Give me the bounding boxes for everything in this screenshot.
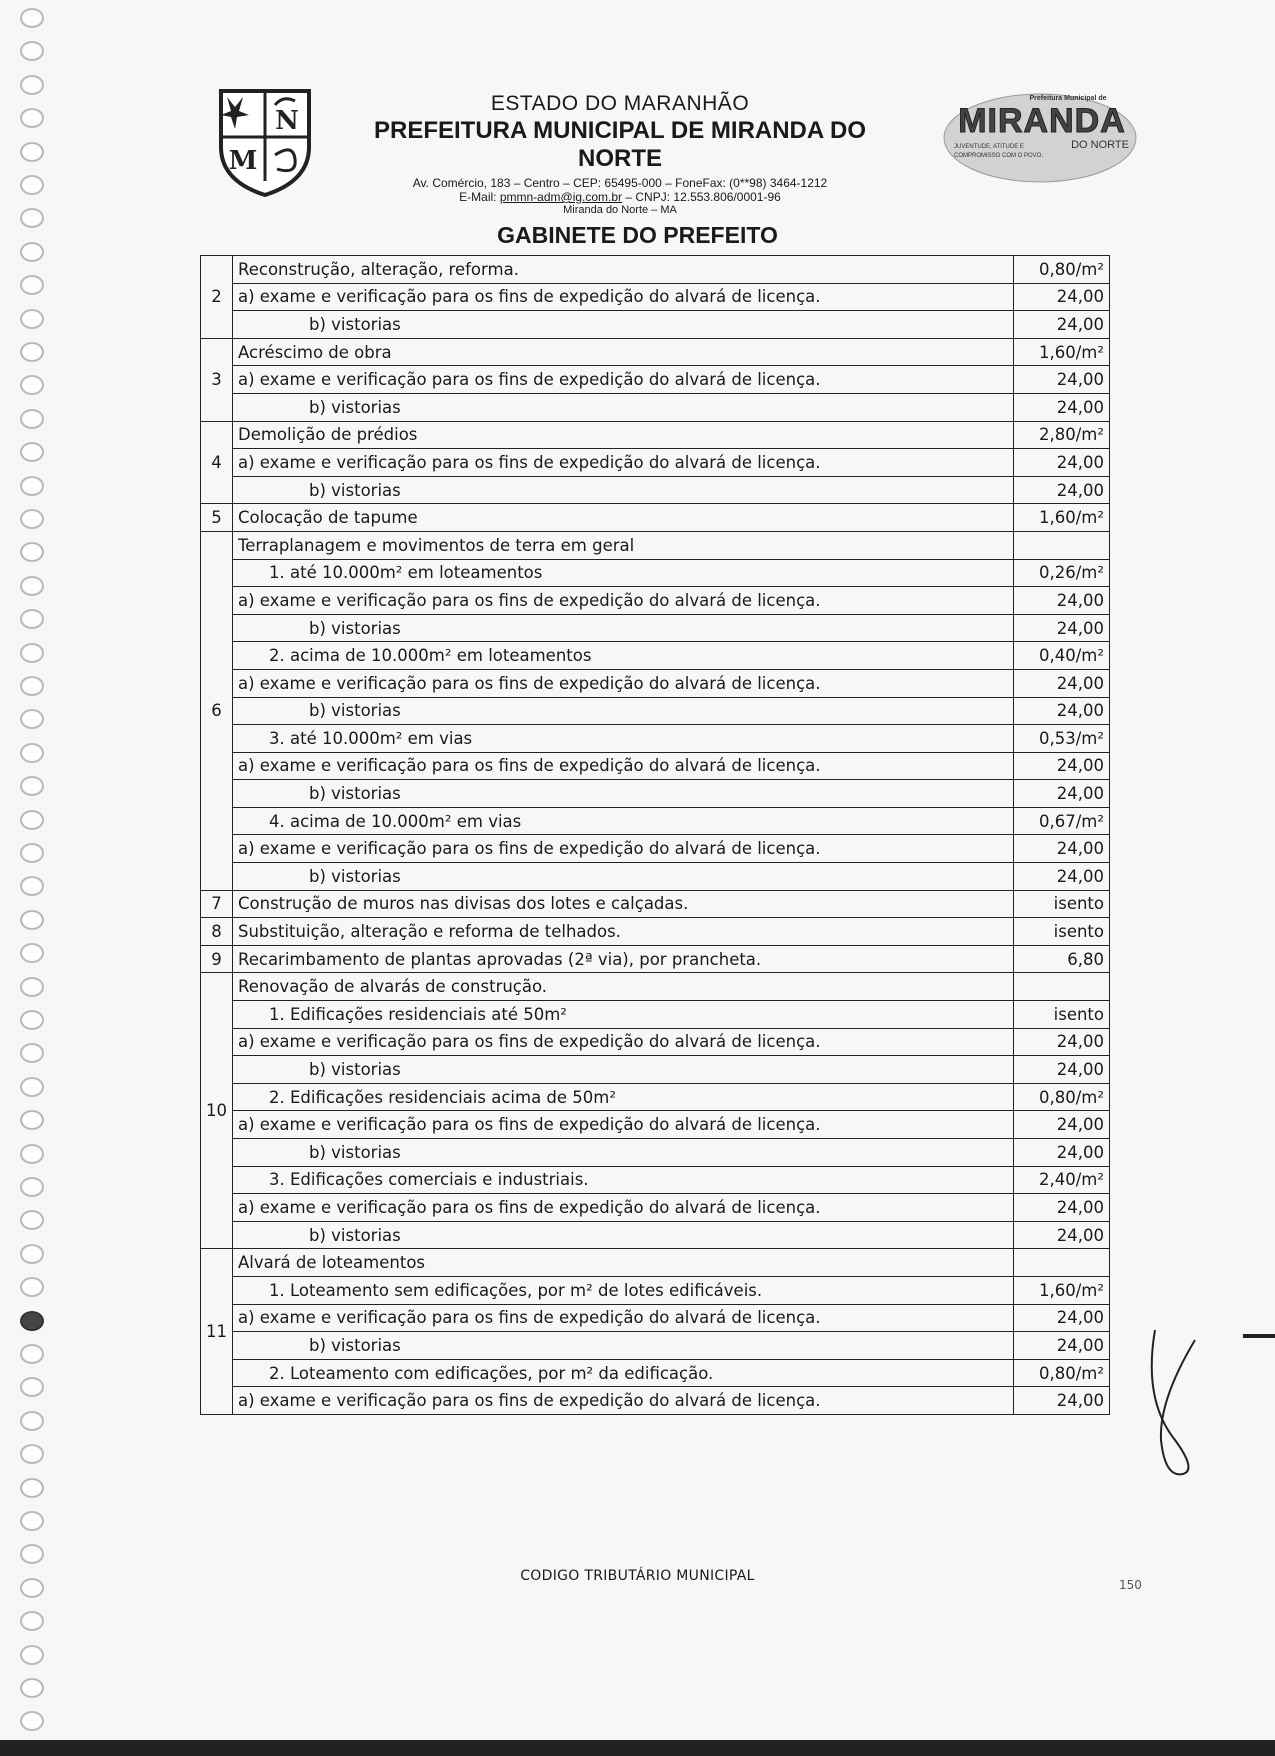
fee-value: isento [1014,918,1110,946]
binding-hole [20,309,44,329]
fee-value: 24,00 [1014,587,1110,615]
fee-description: a) exame e verificação para os fins de expedição do alvará de licença. [233,1111,1014,1139]
city-line: Miranda do Norte – MA [563,204,677,216]
fee-value: 24,00 [1014,1221,1110,1249]
fee-value [1014,1249,1110,1277]
table-row [201,1139,1110,1167]
table-row [201,1028,1110,1056]
fee-value: 0,26/m² [1014,559,1110,587]
binding-hole [20,1711,44,1731]
table-row [201,1249,1110,1277]
fee-description: a) exame e verificação para os fins de expedição do alvará de licença. [233,1028,1014,1056]
fee-description: 4. acima de 10.000m² em vias [233,807,1014,835]
fee-description: a) exame e verificação para os fins de expedição do alvará de licença. [233,587,1014,615]
binding-hole [20,1344,44,1364]
binding-hole [20,41,44,61]
binding-hole [20,1511,44,1531]
letterhead [215,80,1145,216]
fee-value: 0,80/m² [1014,1083,1110,1111]
binding-hole [20,910,44,930]
fee-value: 0,67/m² [1014,807,1110,835]
item-number: 6 [201,531,233,890]
cnpj-text: – CNPJ: 12.553.806/0001-96 [622,190,781,204]
fee-description: 1. Edificações residenciais até 50m² [233,1001,1014,1029]
table-row [201,531,1110,559]
binding-hole [20,1645,44,1665]
binding-hole [20,609,44,629]
table-row [201,1332,1110,1360]
fee-value: 24,00 [1014,1056,1110,1084]
binding-hole [20,375,44,395]
binding-hole [20,1110,44,1130]
fee-value: 24,00 [1014,1332,1110,1360]
binding-hole [20,1043,44,1063]
binding-hole [20,810,44,830]
binding-hole [20,175,44,195]
fee-value: 24,00 [1014,393,1110,421]
binding-hole [20,576,44,596]
table-row [201,669,1110,697]
fee-value: 24,00 [1014,697,1110,725]
fee-description: b) vistorias [233,1139,1014,1167]
fee-value: 0,40/m² [1014,642,1110,670]
logo-subname: DO NORTE [1071,139,1129,151]
fee-description: Demolição de prédios [233,421,1014,449]
binding-hole [20,1277,44,1297]
table-row [201,587,1110,615]
fee-value [1014,973,1110,1001]
fee-value: 24,00 [1014,1387,1110,1415]
fee-description: a) exame e verificação para os fins de expedição do alvará de licença. [233,669,1014,697]
miranda-do-norte-logo [940,86,1140,186]
fee-value: 0,80/m² [1014,1359,1110,1387]
fee-description: 2. Loteamento com edificações, por m² da edificação. [233,1359,1014,1387]
fee-value: 24,00 [1014,1028,1110,1056]
fee-description: Substituição, alteração e reforma de telhados. [233,918,1014,946]
binding-hole [20,1678,44,1698]
fee-description: b) vistorias [233,697,1014,725]
fee-description: Reconstrução, alteração, reforma. [233,256,1014,284]
fee-value: 0,53/m² [1014,725,1110,753]
fee-value: 24,00 [1014,669,1110,697]
crest-letter-n: N [275,106,299,136]
binding-hole [20,843,44,863]
fee-description: Colocação de tapume [233,504,1014,532]
prefeitura-name: PREFEITURA MUNICIPAL DE MIRANDA DO NORTE [374,117,866,172]
table-row [201,393,1110,421]
fee-description: a) exame e verificação para os fins de expedição do alvará de licença. [233,1194,1014,1222]
binding-hole [20,542,44,562]
fee-description: Alvará de loteamentos [233,1249,1014,1277]
fee-description: Terraplanagem e movimentos de terra em geral [233,531,1014,559]
binding-hole [20,743,44,763]
fee-value: 24,00 [1014,449,1110,477]
fee-description: a) exame e verificação para os fins de expedição do alvará de licença. [233,283,1014,311]
binding-hole [20,509,44,529]
logo-top-text: Prefeitura Municipal de [1029,95,1107,102]
logo-slogan-2: COMPROMISSO COM O POVO. [954,153,1044,159]
fee-value: 2,80/m² [1014,421,1110,449]
binding-hole [20,1010,44,1030]
fee-value [1014,531,1110,559]
fee-description: a) exame e verificação para os fins de expedição do alvará de licença. [233,449,1014,477]
fee-value: 24,00 [1014,311,1110,339]
table-row [201,863,1110,891]
fee-value: 24,00 [1014,476,1110,504]
binding-hole [20,1444,44,1464]
binding-hole [20,943,44,963]
fee-description: a) exame e verificação para os fins de expedição do alvará de licença. [233,835,1014,863]
item-number: 7 [201,890,233,918]
table-row [201,780,1110,808]
binding-hole [20,75,44,95]
binding-hole [20,108,44,128]
item-number: 11 [201,1249,233,1415]
fee-value: 1,60/m² [1014,1276,1110,1304]
page-number: 150 [1119,1578,1142,1592]
table-row [201,476,1110,504]
fee-description: 1. até 10.000m² em loteamentos [233,559,1014,587]
table-row [201,918,1110,946]
fee-value: 24,00 [1014,1194,1110,1222]
table-row [201,421,1110,449]
state-name: ESTADO DO MARANHÃO [490,92,750,115]
fee-description: Construção de muros nas divisas dos lotes e calçadas. [233,890,1014,918]
table-row [201,1359,1110,1387]
table-row [201,725,1110,753]
fee-description: a) exame e verificação para os fins de expedição do alvará de licença. [233,1304,1014,1332]
binding-hole [20,1244,44,1264]
binding-hole [20,275,44,295]
binding-hole [20,409,44,429]
binding-hole [20,142,44,162]
fee-value: isento [1014,1001,1110,1029]
fee-description: b) vistorias [233,1332,1014,1360]
fee-description: Acréscimo de obra [233,338,1014,366]
fee-value: 1,60/m² [1014,338,1110,366]
binding-hole [20,1377,44,1397]
table-row [201,311,1110,339]
contact-line [335,190,905,204]
table-row [201,890,1110,918]
logo-slogan-1: JUVENTUDE, ATITUDE E [954,144,1024,150]
binding-hole [20,876,44,896]
table-row [201,1276,1110,1304]
footer-title: CODIGO TRIBUTÁRIO MUNICIPAL [520,1568,755,1584]
fee-description: Recarimbamento de plantas aprovadas (2ª via), por prancheta. [233,945,1014,973]
logo-name: MIRANDA [958,102,1126,140]
table-row [201,366,1110,394]
binding-hole [20,1177,44,1197]
page-title: GABINETE DO PREFEITO [497,222,778,248]
fee-value: 24,00 [1014,366,1110,394]
table-row [201,1083,1110,1111]
fee-description: Renovação de alvarás de construção. [233,973,1014,1001]
fee-description: 1. Loteamento sem edificações, por m² de lotes edificáveis. [233,1276,1014,1304]
table-row [201,559,1110,587]
fee-table [200,255,1110,1415]
table-row [201,1056,1110,1084]
binding-hole [20,977,44,997]
binding-hole [20,8,44,28]
table-row [201,807,1110,835]
binding-hole [20,342,44,362]
fee-description: 2. Edificações residenciais acima de 50m² [233,1083,1014,1111]
fee-value: 6,80 [1014,945,1110,973]
binding-hole [20,1411,44,1431]
fee-description: b) vistorias [233,1056,1014,1084]
binding-hole [20,776,44,796]
table-row [201,835,1110,863]
fee-description: 2. acima de 10.000m² em loteamentos [233,642,1014,670]
fee-description: a) exame e verificação para os fins de expedição do alvará de licença. [233,752,1014,780]
scan-edge-mark [1243,1334,1275,1338]
crest-letter-m: M [228,146,258,176]
binding-hole [20,1144,44,1164]
address-line: Av. Comércio, 183 – Centro – CEP: 65495-000 – FoneFax: (0**98) 3464-1212 [412,176,828,190]
scan-bottom-edge [0,1740,1275,1756]
fee-value: 24,00 [1014,1139,1110,1167]
item-number: 10 [201,973,233,1249]
binding-hole [20,1611,44,1631]
table-row [201,1387,1110,1415]
binding-hole [20,1077,44,1097]
item-number: 9 [201,945,233,973]
fee-value: 24,00 [1014,283,1110,311]
email-label: E-Mail: [459,190,500,204]
item-number: 5 [201,504,233,532]
fee-description: b) vistorias [233,614,1014,642]
fee-value: 24,00 [1014,1304,1110,1332]
table-row [201,256,1110,284]
table-row [201,283,1110,311]
fee-description: b) vistorias [233,476,1014,504]
fee-value: 24,00 [1014,835,1110,863]
fee-description: 3. até 10.000m² em vias [233,725,1014,753]
binding-hole [20,643,44,663]
table-row [201,1221,1110,1249]
item-number: 4 [201,421,233,504]
table-row [201,1166,1110,1194]
item-number: 3 [201,338,233,421]
fee-description: a) exame e verificação para os fins de expedição do alvará de licença. [233,1387,1014,1415]
fee-value: 24,00 [1014,863,1110,891]
table-row [201,1001,1110,1029]
fee-description: 3. Edificações comerciais e industriais. [233,1166,1014,1194]
binding-hole [20,1210,44,1230]
binding-hole [20,676,44,696]
table-row [201,449,1110,477]
item-number: 2 [201,256,233,339]
item-number: 8 [201,918,233,946]
binding-hole [20,1311,44,1331]
binding-hole [20,442,44,462]
fee-description: b) vistorias [233,1221,1014,1249]
spiral-binding-holes [20,0,50,1756]
fee-value: 24,00 [1014,780,1110,808]
municipal-crest-icon [215,85,315,197]
fee-description: b) vistorias [233,780,1014,808]
table-row [201,752,1110,780]
fee-value: isento [1014,890,1110,918]
email-link[interactable]: pmmn-adm@ig.com.br [499,190,623,204]
table-row [201,614,1110,642]
table-row [201,973,1110,1001]
table-row [201,697,1110,725]
table-row [201,945,1110,973]
binding-hole [20,1544,44,1564]
fee-description: b) vistorias [233,393,1014,421]
table-row [201,504,1110,532]
fee-value: 24,00 [1014,1111,1110,1139]
fee-description: b) vistorias [233,311,1014,339]
fee-value: 24,00 [1014,614,1110,642]
table-row [201,1111,1110,1139]
binding-hole [20,1478,44,1498]
table-row [201,338,1110,366]
handwritten-mark [1135,1320,1205,1480]
fee-description: b) vistorias [233,863,1014,891]
fee-value: 0,80/m² [1014,256,1110,284]
binding-hole [20,709,44,729]
fee-description: a) exame e verificação para os fins de expedição do alvará de licença. [233,366,1014,394]
fee-value: 2,40/m² [1014,1166,1110,1194]
table-row [201,1304,1110,1332]
binding-hole [20,476,44,496]
table-row [201,642,1110,670]
table-row [201,1194,1110,1222]
fee-value: 1,60/m² [1014,504,1110,532]
fee-value: 24,00 [1014,752,1110,780]
